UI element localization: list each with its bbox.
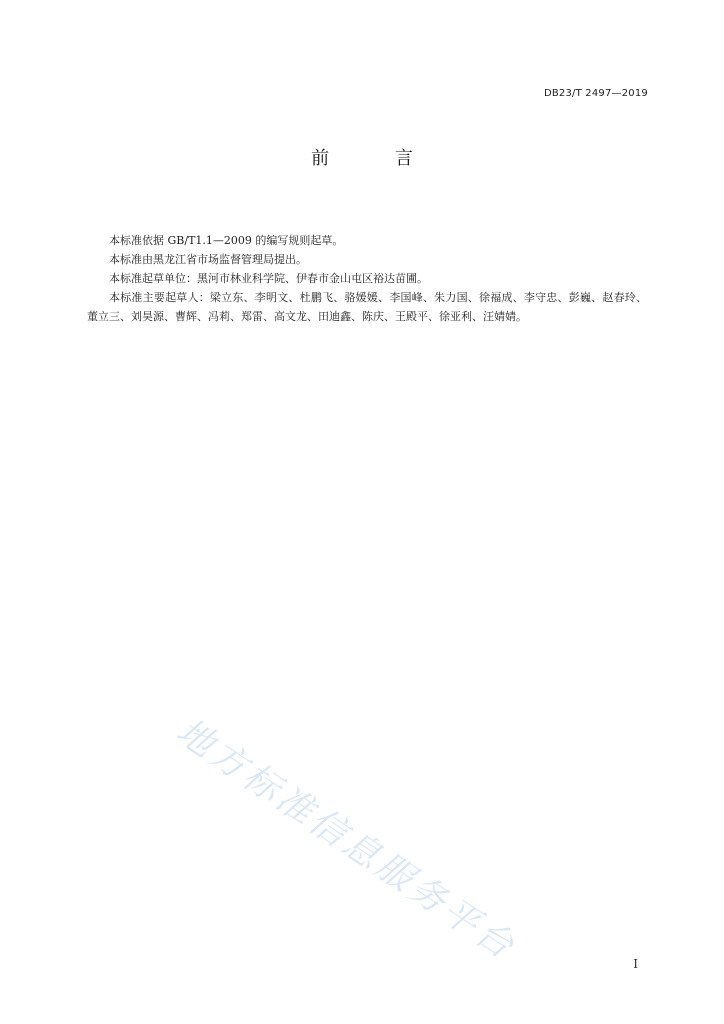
page-number: I bbox=[633, 957, 638, 971]
paragraph-drafting-rules: 本标准依据 GB/T1.1—2009 的编写规则起草。 bbox=[109, 234, 344, 247]
foreword-body bbox=[87, 231, 647, 326]
standard-code: DB23/T 2497—2019 bbox=[543, 88, 648, 99]
page-title: 前 言 bbox=[311, 148, 443, 169]
paragraph-proposer: 本标准由黑龙江省市场监督管理局提出。 bbox=[109, 253, 307, 266]
paragraph-drafting-units: 本标准起草单位：黑河市林业科学院、伊春市金山屯区裕达苗圃。 bbox=[109, 272, 428, 285]
paragraph-main-drafters: 本标准主要起草人：梁立东、李明文、杜鹏飞、骆媛媛、李国峰、朱力国、徐福成、李守忠、彭巍、赵春玲、董立三、刘昊源、曹辉、冯莉、郑雷、高文龙、田迪鑫、陈庆、王殿平、徐亚利、汪婧婧。 bbox=[87, 291, 647, 323]
watermark: 地方标准信息服务平台 bbox=[168, 710, 524, 969]
